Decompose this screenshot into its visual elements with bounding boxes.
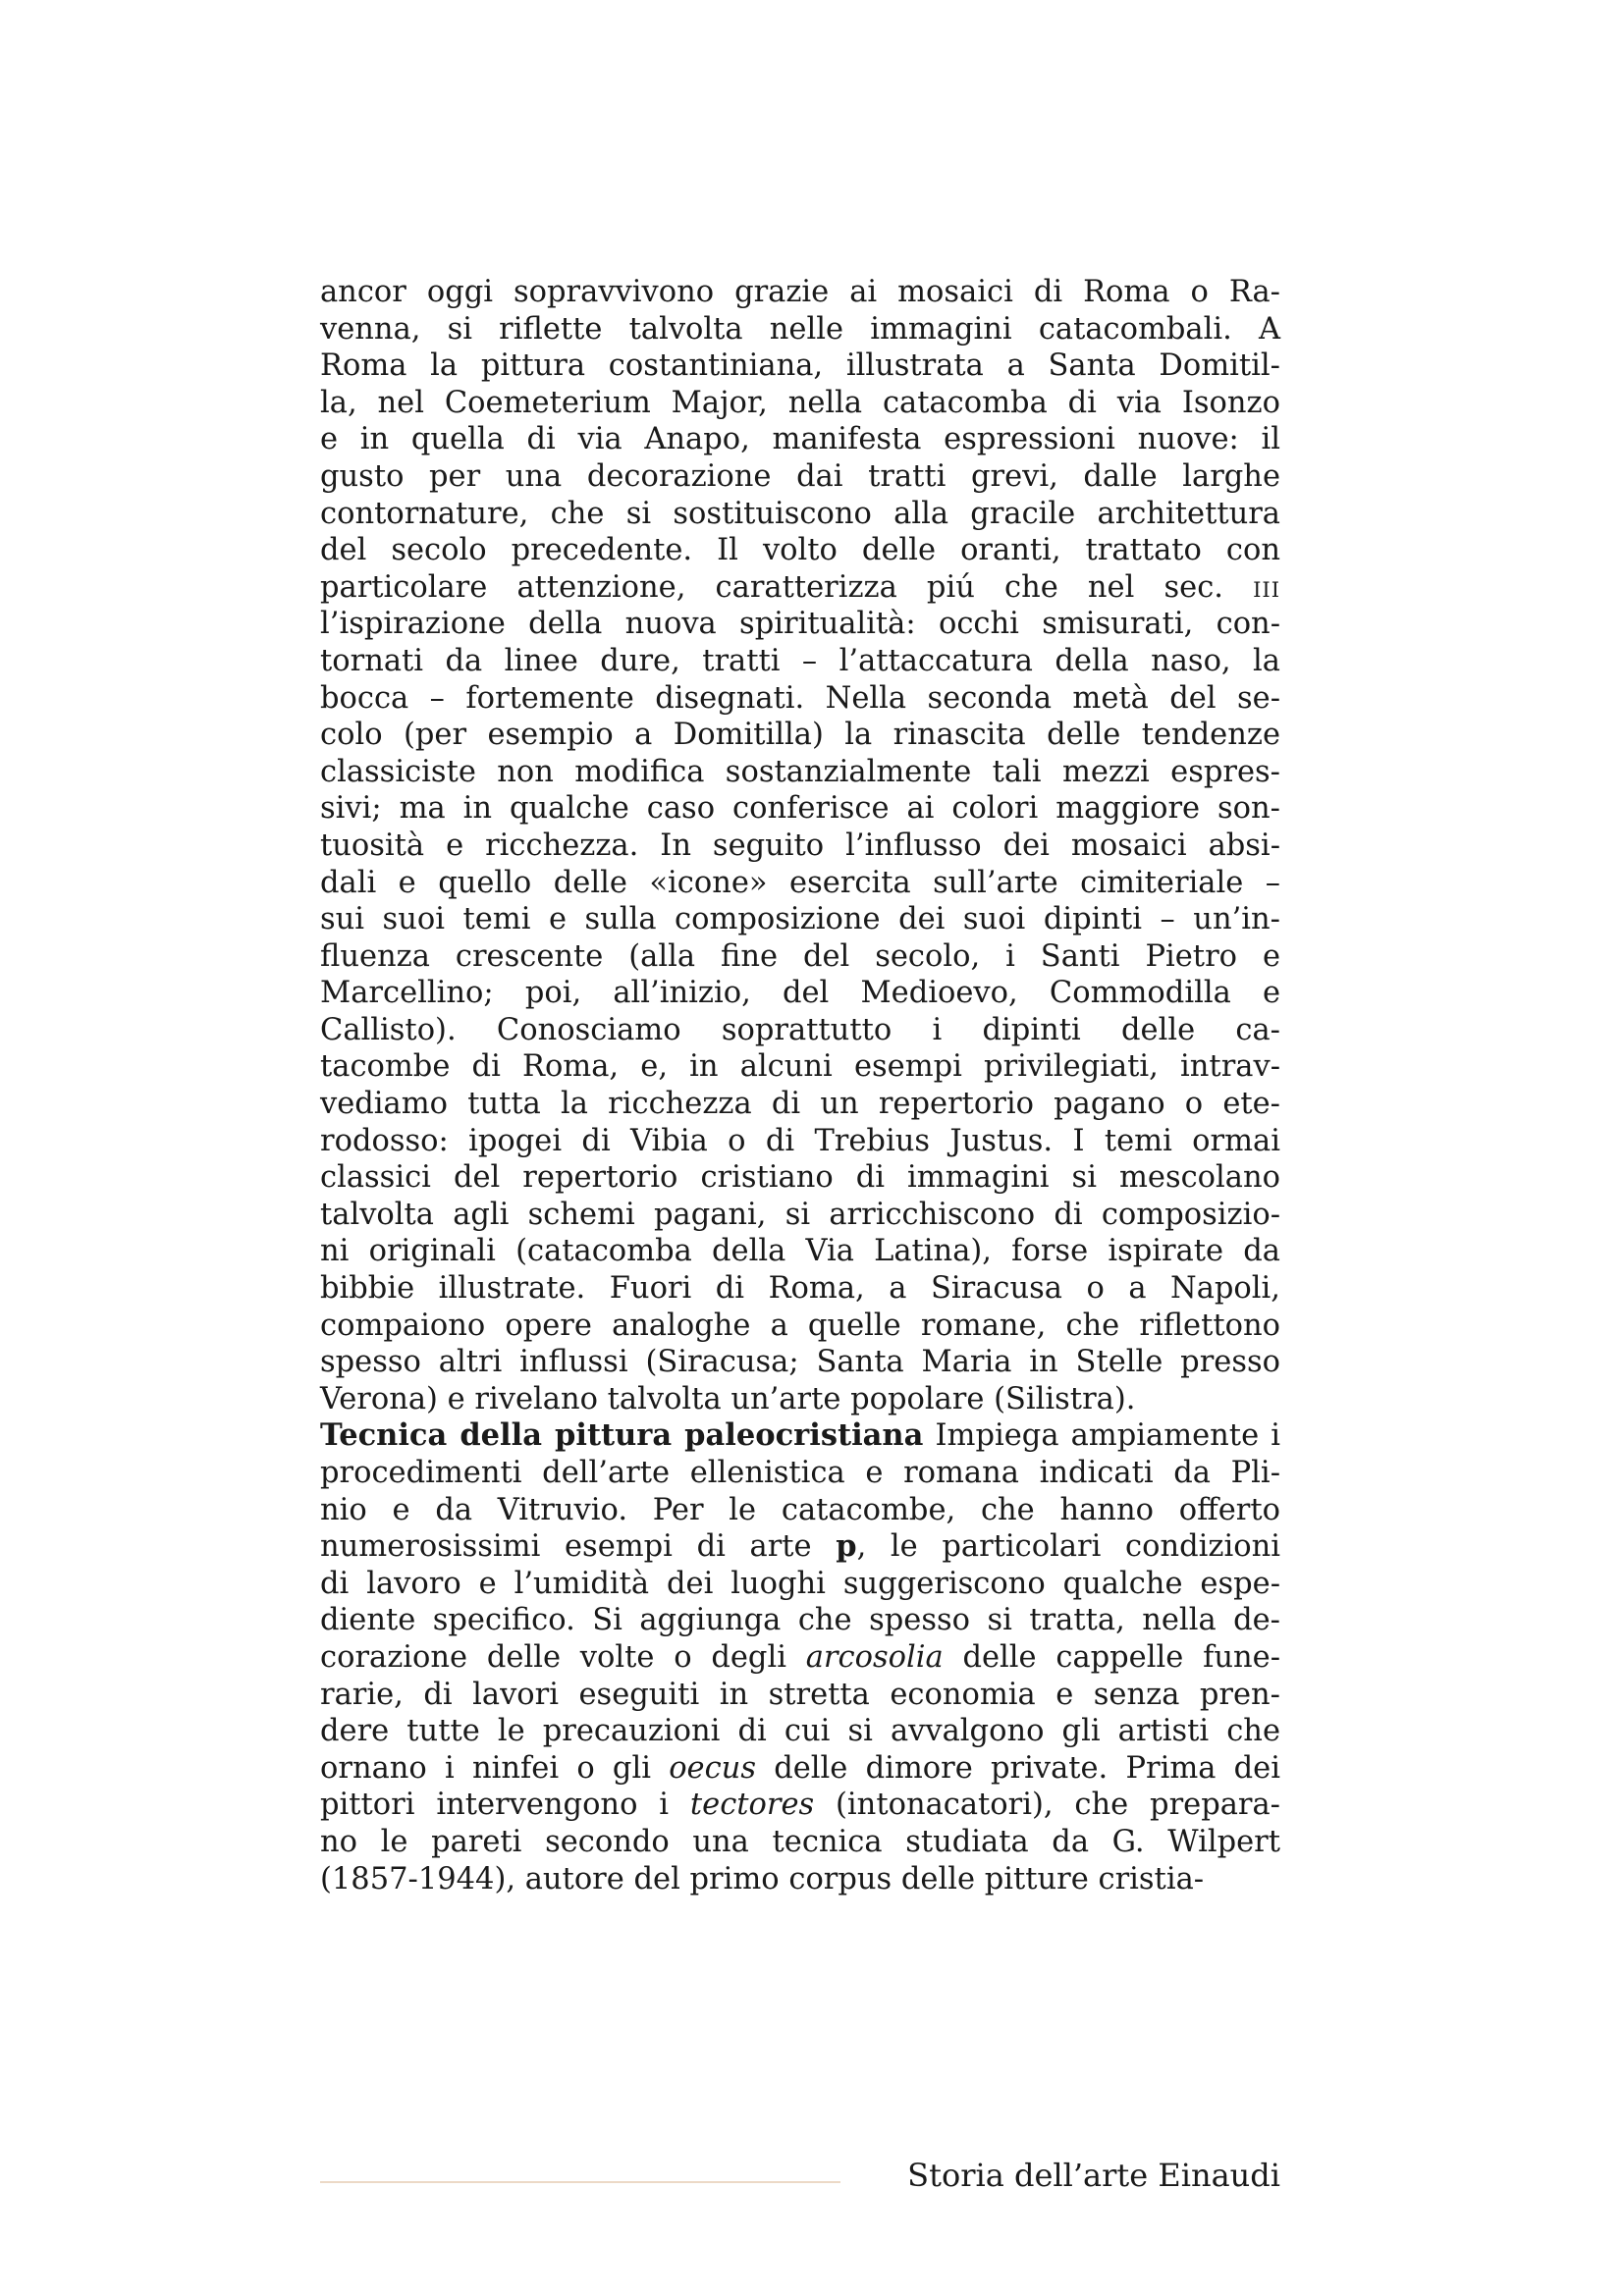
text-segment: spesso altri influssi (Siracusa; Santa Maria in Stelle presso [320,1345,1280,1380]
text-segment: fluenza crescente (alla fine del secolo, i Santi Pietro e [320,938,1280,974]
text-segment: e in quella di via Anapo, manifesta espressioni nuove: il [320,422,1280,457]
text-segment: numerosissimi esempi di arte [320,1529,837,1565]
text-segment: (intonacatori), che prepara- [814,1788,1280,1823]
italic-text: arcosolia [805,1639,944,1675]
text-line [320,790,1280,828]
text-segment: procedimenti dell’arte ellenistica e romana indicati da Pli- [320,1456,1280,1490]
text-segment: tuosità e ricchezza. In seguito l’influsso dei mosaici absi- [320,828,1280,863]
text-segment: Callisto). Conosciamo soprattutto i dipinti delle ca- [320,1012,1280,1047]
text-segment: gusto per una decorazione dai tratti grevi, dalle larghe [320,458,1280,494]
text-segment: dere tutte le precauzioni di cui si avvalgono gli artisti che [320,1714,1280,1749]
text-segment: pittori intervengono i [320,1788,690,1823]
text-segment: contornature, che si sostituiscono alla gracile architettura [320,496,1280,531]
text-line [320,1713,1280,1750]
bold-text: p [836,1528,857,1565]
text-line [320,1417,1280,1455]
text-line [320,1787,1280,1824]
italic-text: tectores [689,1788,815,1823]
text-segment: diente specifico. Si aggiunga che spesso si tratta, nella de- [320,1603,1280,1638]
text-segment: delle dimore private. Prima dei [755,1750,1280,1786]
text-segment: Impiega ampiamente i [923,1418,1280,1454]
text-line [320,496,1280,533]
text-line [320,975,1280,1012]
text-line [320,1270,1280,1308]
text-segment: delle cappelle fune- [943,1639,1280,1675]
text-segment: la, nel Coemeterium Major, nella catacomba di via Isonzo [320,385,1280,420]
text-line [320,1528,1280,1566]
text-line [320,421,1280,458]
text-line [320,1455,1280,1492]
body-text [320,274,1280,1897]
text-line [320,458,1280,496]
text-segment: Verona) e rivelano talvolta un’arte popolare (Silistra). [320,1381,1136,1416]
bold-text: Tecnica della pittura paleocristiana [320,1417,924,1454]
text-line [320,274,1280,311]
text-segment: talvolta agli schemi pagani, si arricchiscono di composizio- [320,1197,1280,1232]
text-line [320,1602,1280,1639]
text-segment: classiciste non modifica sostanzialmente tali mezzi espres- [320,754,1280,789]
small-caps-text: iii [1253,569,1280,605]
text-line [320,1639,1280,1677]
italic-text: oecus [669,1750,756,1786]
text-line [320,1123,1280,1160]
text-line [320,1824,1280,1861]
text-segment: tornati da linee dure, tratti – l’attaccatura della naso, la [320,643,1280,678]
footer-title: Storia dell’arte Einaudi [907,2157,1280,2194]
text-segment: corazione delle volte o degli [320,1639,806,1675]
text-line [320,606,1280,643]
text-line [320,1197,1280,1234]
text-line [320,1750,1280,1788]
text-line [320,754,1280,791]
text-segment: bocca – fortemente disegnati. Nella seconda metà del se- [320,680,1280,716]
text-segment: rodosso: ipogei di Vibia o di Trebius Justus. I temi ormai [320,1123,1280,1158]
text-line [320,643,1280,680]
text-segment: ornano i ninfei o gli [320,1750,670,1786]
text-line [320,828,1280,865]
text-line [320,1233,1280,1270]
text-line [320,1861,1280,1898]
text-line [320,1492,1280,1529]
text-segment: di lavoro e l’umidità dei luoghi suggeriscono qualche espe- [320,1566,1280,1601]
text-segment: dali e quello delle «icone» esercita sull’arte cimiteriale – [320,865,1280,900]
text-segment: bibbie illustrate. Fuori di Roma, a Siracusa o a Napoli, [320,1271,1280,1307]
text-line [320,1308,1280,1345]
text-line [320,1086,1280,1123]
text-line [320,1159,1280,1197]
text-line [320,311,1280,348]
text-segment: venna, si riflette talvolta nelle immagini catacombali. A [320,311,1280,347]
text-line [320,1344,1280,1381]
text-segment: ni originali (catacomba della Via Latina), forse ispirate da [320,1234,1280,1269]
text-line [320,347,1280,385]
text-line [320,1566,1280,1603]
footer-rule [320,2181,840,2183]
text-segment: rarie, di lavori eseguiti in stretta economia e senza pren- [320,1677,1280,1712]
text-segment: sui suoi temi e sulla composizione dei suoi dipinti – un’in- [320,902,1280,937]
text-line [320,1012,1280,1049]
text-line [320,569,1280,607]
text-segment: no le pareti secondo una tecnica studiata da G. Wilpert [320,1824,1280,1859]
text-segment: ancor oggi sopravvivono grazie ai mosaici di Roma o Ra- [320,275,1280,309]
text-segment: (1857-1944), autore del primo corpus delle pitture cristia- [320,1861,1205,1896]
text-segment: particolare attenzione, caratterizza piú che nel sec. [320,569,1254,605]
text-segment: colo (per esempio a Domitilla) la rinascita delle tendenze [320,718,1280,753]
text-line [320,680,1280,718]
text-line [320,717,1280,754]
text-segment: l’ispirazione della nuova spiritualità: occhi smisurati, con- [320,607,1280,642]
text-line [320,938,1280,976]
text-line [320,865,1280,902]
text-segment: sivi; ma in qualche caso conferisce ai colori maggiore son- [320,791,1280,827]
text-segment: Roma la pittura costantiniana, illustrata a Santa Domitil- [320,348,1280,384]
text-line [320,1677,1280,1714]
text-line [320,385,1280,422]
text-segment: del secolo precedente. Il volto delle oranti, trattato con [320,533,1280,568]
text-segment: compaiono opere analoghe a quelle romane, che riflettono [320,1308,1280,1343]
text-segment: tacombe di Roma, e, in alcuni esempi privilegiati, intrav- [320,1049,1280,1085]
text-line [320,1048,1280,1086]
text-segment: vediamo tutta la ricchezza di un repertorio pagano o ete- [320,1087,1280,1122]
text-segment: nio e da Vitruvio. Per le catacombe, che hanno offerto [320,1492,1280,1527]
text-segment: , le particolari condizioni [856,1529,1280,1565]
text-segment: classici del repertorio cristiano di immagini si mescolano [320,1160,1280,1196]
text-line [320,901,1280,938]
text-line [320,532,1280,569]
text-segment: Marcellino; poi, all’inizio, del Medioevo, Commodilla e [320,976,1280,1011]
text-line [320,1381,1280,1418]
